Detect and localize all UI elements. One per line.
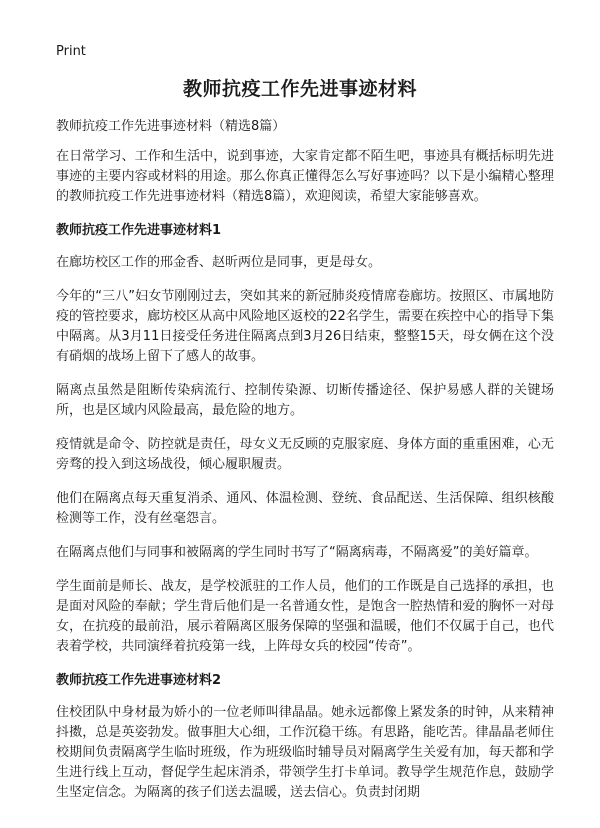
- paragraph: 今年的“三八”妇女节刚刚过去，突如其来的新冠肺炎疫情席卷廊坊。按照区、市属地防疫的管控要求，廊坊校区从高中风险地区返校的22名学生，需要在疾控中心的指导下集中隔离。从3月11日接受任务进住隔离点到3月26日结束，整整15天，母女俩在这个没有硝烟的战场上留下了感人的故事。: [56, 289, 554, 364]
- paragraph: 在隔离点他们与同事和被隔离的学生同时书写了“隔离病毒，不隔离爱”的美好篇章。: [56, 545, 538, 560]
- document-subtitle: 教师抗疫工作先进事迹材料（精选8篇）: [56, 119, 286, 134]
- document-title: 教师抗疫工作先进事迹材料: [182, 78, 417, 100]
- print-link[interactable]: Print: [56, 44, 86, 59]
- paragraph: 疫情就是命令、防控就是责任，母女义无反顾的克服家庭、身体方面的重重困难，心无旁骛的投入到这场战役，倾心履职履责。: [56, 437, 554, 472]
- section-heading: 教师抗疫工作先进事迹材料2: [56, 673, 222, 688]
- paragraph: 住校团队中身材最为娇小的一位老师叫律晶晶。她永远都像上紧发条的时钟，从来精神抖擞，总是英姿勃发。做事胆大心细，工作沉稳干练。有思路，能吃苦。律晶晶老师住校期间负责隔离学生临时班级，作为班级临时辅导员对隔离学生关爱有加，每天都和学生进行线上互动，督促学生起床消杀，带领学生打卡单词。教导学生规范作息，鼓励学生坚定信念。为隔离的孩子们送去温暖，送去信心。负责封闭期: [56, 705, 554, 800]
- paragraph: 学生面前是师长、战友，是学校派驻的工作人员，他们的工作既是自己选择的承担，也是面对风险的奉献；学生背后他们是一名普通女性，是饱含一腔热情和爱的胸怀一对母女，在抗疫的最前沿，展示着隔离区服务保障的坚强和温暖，他们不仅属于自己，也代表着学校，共同演绎着抗疫第一线，上阵母女兵的校园“传奇”。: [56, 579, 554, 654]
- intro-paragraph: 在日常学习、工作和生活中，说到事迹，大家肯定都不陌生吧，事迹具有概括标明先进事迹的主要内容或材料的用途。那么你真正懂得怎么写好事迹吗？以下是小编精心整理的教师抗疫工作先进事迹材料（精选8篇），欢迎阅读，希望大家能够喜欢。: [56, 149, 554, 204]
- paragraph: 他们在隔离点每天重复消杀、通风、体温检测、登统、食品配送、生活保障、组织核酸检测等工作，没有丝毫怨言。: [56, 491, 554, 526]
- paragraph: 在廊坊校区工作的邢金香、赵昕两位是同事，更是母女。: [56, 255, 382, 270]
- document-body: [56, 117, 554, 817]
- section-heading: 教师抗疫工作先进事迹材料1: [56, 223, 222, 238]
- paragraph: 隔离点虽然是阻断传染病流行、控制传染源、切断传播途径、保护易感人群的关键场所，也是区域内风险最高，最危险的地方。: [56, 383, 554, 418]
